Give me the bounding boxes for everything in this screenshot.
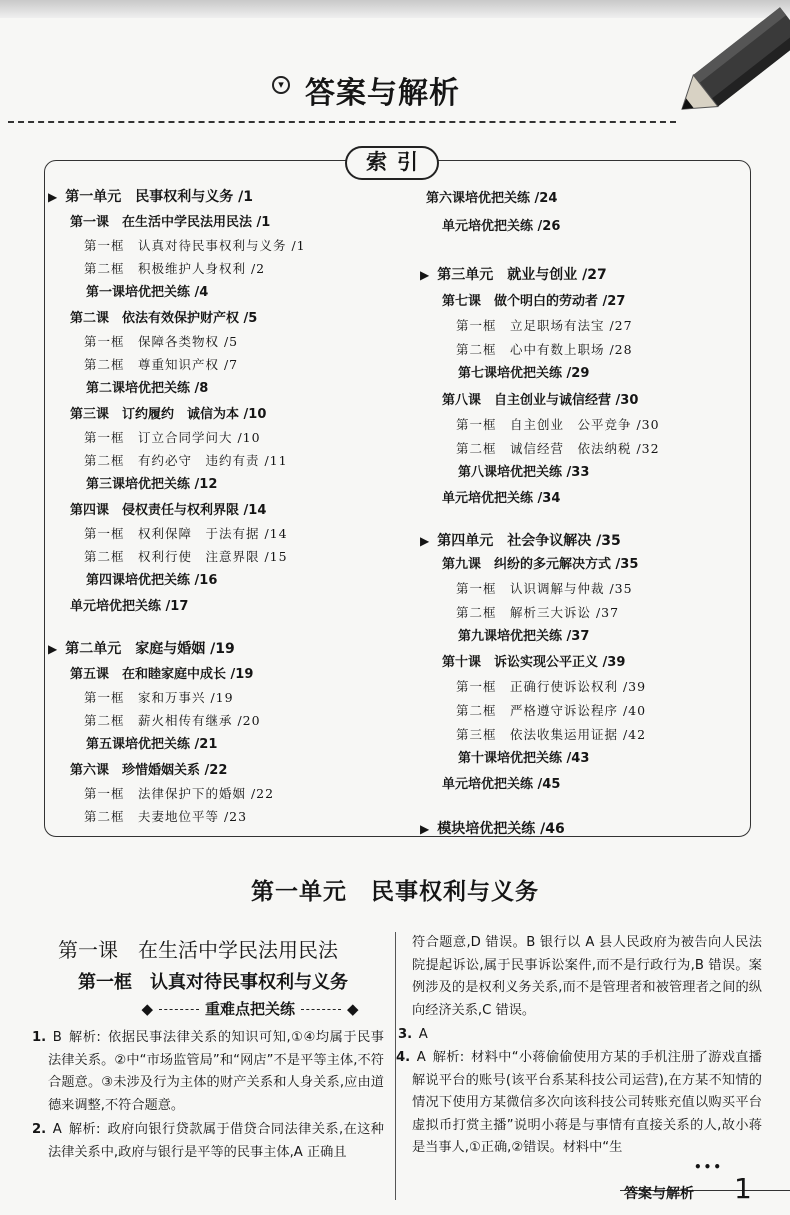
index-entry-frame <box>84 808 247 826</box>
index-entry-text: 第六课 珍惜婚姻关系 /22 <box>70 763 228 778</box>
triangle-right-icon: ▶ <box>420 822 430 836</box>
answer-label: 解析: <box>68 1122 101 1137</box>
index-entry-text: 单元培优把关练 /45 <box>442 777 561 792</box>
index-entry-text: 第二框 尊重知识产权 /7 <box>84 357 239 372</box>
index-entry-text: 第一课 在生活中学民法用民法 /1 <box>70 215 271 230</box>
index-entry-text: 第一框 订立合同学问大 /10 <box>84 430 261 445</box>
index-entry-text: 第二框 诚信经营 依法纳税 /32 <box>456 441 660 456</box>
answer-key: B <box>52 1030 62 1045</box>
index-entry-unit <box>420 532 621 550</box>
triangle-right-icon: ▶ <box>48 190 58 204</box>
subheading-label: 重难点把关练 <box>204 1000 295 1018</box>
answer-label: 解析: <box>68 1030 101 1045</box>
index-entry-text: 第九课 纠纷的多元解决方式 /35 <box>442 557 639 572</box>
index-entry-text: 第二框 薪火相传有继承 /20 <box>84 713 261 728</box>
index-entry-frame <box>84 525 288 543</box>
index-entry-text: 第七课培优把关练 /29 <box>458 366 590 381</box>
index-entry-text: 第二课培优把关练 /8 <box>86 381 209 396</box>
index-entry-practice <box>86 736 217 754</box>
index-entry-text: 第一单元 民事权利与义务 /1 <box>65 189 253 205</box>
answer-num: 3. <box>398 1027 413 1042</box>
index-entry-frame <box>84 237 306 255</box>
index-entry-frame <box>84 356 238 374</box>
index-entry-text: 第一框 自主创业 公平竞争 /30 <box>456 417 660 432</box>
index-entry-frame <box>456 702 646 720</box>
index-entry-practice <box>458 464 589 482</box>
index-entry-practice <box>86 572 217 590</box>
chevron-down-circle-icon: ▾ <box>272 76 290 94</box>
answer-key: A <box>52 1122 62 1137</box>
index-entry-lesson <box>442 776 560 794</box>
index-entry-text: 单元培优把关练 /17 <box>70 599 189 614</box>
index-entry-text: 第一框 权利保障 于法有据 /14 <box>84 526 288 541</box>
index-entry-text: 第十课 诉讼实现公平正义 /39 <box>442 655 626 670</box>
index-entry-text: 第八课培优把关练 /33 <box>458 465 590 480</box>
subheading <box>110 998 390 1019</box>
index-entry-frame <box>84 712 261 730</box>
index-entry-frame <box>456 416 660 434</box>
answer-key: A <box>416 1050 426 1065</box>
answer-num: 4. <box>396 1050 411 1065</box>
index-entry-unit <box>48 640 235 658</box>
index-entry-lesson <box>70 598 188 616</box>
header-dashed-divider <box>8 121 676 123</box>
index-entry-text: 第五课 在和睦家庭中成长 /19 <box>70 667 254 682</box>
pencil-icon <box>655 0 790 125</box>
answer-num: 1. <box>32 1030 47 1045</box>
index-entry-text: 第二框 有约必守 违约有责 /11 <box>84 453 288 468</box>
index-entry-text: 第二框 权利行使 注意界限 /15 <box>84 549 288 564</box>
index-entry-lesson <box>442 556 638 574</box>
index-entry-text: 第二框 积极维护人身权利 /2 <box>84 261 266 276</box>
index-entry-text: 第三课培优把关练 /12 <box>86 477 218 492</box>
unit-title: 第一单元 民事权利与义务 <box>251 879 539 905</box>
footer-label: 答案与解析 <box>624 1186 694 1202</box>
index-entry-text: 第一框 立足职场有法宝 /27 <box>456 318 633 333</box>
index-entry-practice <box>86 284 208 302</box>
answer-item <box>398 1024 758 1047</box>
frame-title: 第一框 认真对待民事权利与义务 <box>78 972 348 993</box>
index-entry-unit <box>48 188 253 206</box>
index-entry-frame <box>456 440 660 458</box>
index-entry-lesson <box>442 392 638 410</box>
index-entry-lesson <box>442 293 625 311</box>
diamond-icon: ◆ <box>141 1000 153 1018</box>
diamond-icon: ◆ <box>347 1000 359 1018</box>
index-entry-text: 单元培优把关练 /26 <box>442 219 561 234</box>
index-entry-text: 第二框 心中有数上职场 /28 <box>456 342 633 357</box>
index-entry-frame <box>84 785 274 803</box>
answer-text: 政府向银行贷款属于借贷合同法律关系,在这种法律关系中,政府与银行是平等的民事主体,A 正确且 <box>48 1122 384 1160</box>
triangle-right-icon: ▶ <box>48 642 58 656</box>
index-entry-text: 第五课培优把关练 /21 <box>86 737 218 752</box>
answer-item <box>32 1027 384 1117</box>
index-entry-frame <box>456 604 619 622</box>
index-entry-text: 第六课培优把关练 /24 <box>426 191 558 206</box>
index-entry-lesson <box>442 218 560 236</box>
index-tab: 索引 <box>345 146 439 180</box>
index-entry-text: 第一课培优把关练 /4 <box>86 285 209 300</box>
index-entry-text: 第一框 正确行使诉讼权利 /39 <box>456 679 647 694</box>
index-entry-frame <box>456 317 633 335</box>
index-entry-frame <box>456 341 633 359</box>
index-entry-text: 第二课 依法有效保护财产权 /5 <box>70 311 258 326</box>
answer-label: 解析: <box>432 1050 465 1065</box>
index-entry-text: 第一框 认真对待民事权利与义务 /1 <box>84 238 306 253</box>
index-entry-frame <box>456 678 646 696</box>
answer-num: 2. <box>32 1122 47 1137</box>
index-entry-lesson <box>70 762 227 780</box>
index-entry-lesson <box>70 406 266 424</box>
index-entry-frame <box>84 429 261 447</box>
index-entry-frame <box>84 548 288 566</box>
triangle-right-icon: ▶ <box>420 268 430 282</box>
page-title: 答案与解析 <box>305 76 460 111</box>
index-entry-text: 第二单元 家庭与婚姻 /19 <box>65 641 235 657</box>
index-entry-text: 第四课培优把关练 /16 <box>86 573 218 588</box>
index-entry-lesson <box>70 214 270 232</box>
index-entry-lesson <box>70 666 253 684</box>
index-entry-text: 第一框 法律保护下的婚姻 /22 <box>84 786 275 801</box>
answer-text: 依据民事法律关系的知识可知,①④均属于民事法律关系。②中“市场监管局”和“网店”不是平等主体,不符合题意。③未涉及行为主体的财产关系和人身关系,应由道德来调整,不符合题意。 <box>48 1030 384 1113</box>
index-entry-frame <box>456 580 633 598</box>
index-entry-frame <box>456 726 646 744</box>
index-entry-frame <box>84 689 234 707</box>
index-entry-frame <box>84 333 238 351</box>
index-entry-text: 第一框 保障各类物权 /5 <box>84 334 239 349</box>
answer-item <box>396 1047 762 1160</box>
lesson-title: 第一课 在生活中学民法用民法 <box>58 938 338 962</box>
index-entry-unit <box>420 820 565 838</box>
index-entry-text: 第三单元 就业与创业 /27 <box>437 267 607 283</box>
answer-item <box>412 932 762 1022</box>
index-entry-text: 第八课 自主创业与诚信经营 /30 <box>442 393 639 408</box>
index-entry-practice <box>458 750 589 768</box>
index-entry-frame <box>84 260 265 278</box>
index-entry-text: 第一框 认识调解与仲裁 /35 <box>456 581 633 596</box>
index-entry-lesson <box>70 310 257 328</box>
index-entry-text: 第一框 家和万事兴 /19 <box>84 690 234 705</box>
triangle-right-icon: ▶ <box>420 534 430 548</box>
answer-item <box>32 1119 384 1164</box>
index-entry-practice <box>86 380 208 398</box>
index-entry-practice <box>458 365 589 383</box>
answer-text: 符合题意,D 错误。B 银行以 A 县人民政府为被告向人民法院提起诉讼,属于民事诉讼案件,而不是行政行为,B 错误。案例涉及的是权利义务关系,而不是管理者和被管理者之间的纵向经济关系,C 错误。 <box>412 935 762 1018</box>
index-entry-frame <box>84 452 288 470</box>
footer-dots: ••• <box>694 1160 724 1174</box>
index-entry-text: 第三框 依法收集运用证据 /42 <box>456 727 647 742</box>
index-entry-lesson <box>442 654 625 672</box>
index-entry-text: 模块培优把关练 /46 <box>437 821 565 837</box>
index-entry-practice <box>458 628 589 646</box>
index-entry-text: 第十课培优把关练 /43 <box>458 751 590 766</box>
index-entry-text: 第二框 严格遵守诉讼程序 /40 <box>456 703 647 718</box>
index-entry-text: 第二框 夫妻地位平等 /23 <box>84 809 248 824</box>
index-entry-lesson <box>70 502 266 520</box>
index-entry-lesson <box>442 490 560 508</box>
index-entry-text: 第九课培优把关练 /37 <box>458 629 590 644</box>
index-entry-text: 第七课 做个明白的劳动者 /27 <box>442 294 626 309</box>
page-number: 1 <box>734 1172 752 1205</box>
index-entry-unit <box>420 266 607 284</box>
index-entry-text: 第四课 侵权责任与权利界限 /14 <box>70 503 267 518</box>
index-entry-text: 单元培优把关练 /34 <box>442 491 561 506</box>
index-entry-practice <box>86 476 217 494</box>
index-entry-practice <box>426 190 557 208</box>
index-entry-text: 第四单元 社会争议解决 /35 <box>437 533 621 549</box>
answer-key: A <box>418 1027 428 1042</box>
answer-text: 材料中“小蒋偷偷使用方某的手机注册了游戏直播解说平台的账号(该平台系某科技公司运营),在方某不知情的情况下使用方某微信多次向该科技公司转账充值以购买平台虚拟币打赏主播”说明小蒋是与事情有直接关系的人,故小蒋是当事人,①正确,②错误。材料中“生 <box>412 1050 762 1156</box>
index-entry-text: 第二框 解析三大诉讼 /37 <box>456 605 620 620</box>
index-entry-text: 第三课 订约履约 诚信为本 /10 <box>70 407 267 422</box>
